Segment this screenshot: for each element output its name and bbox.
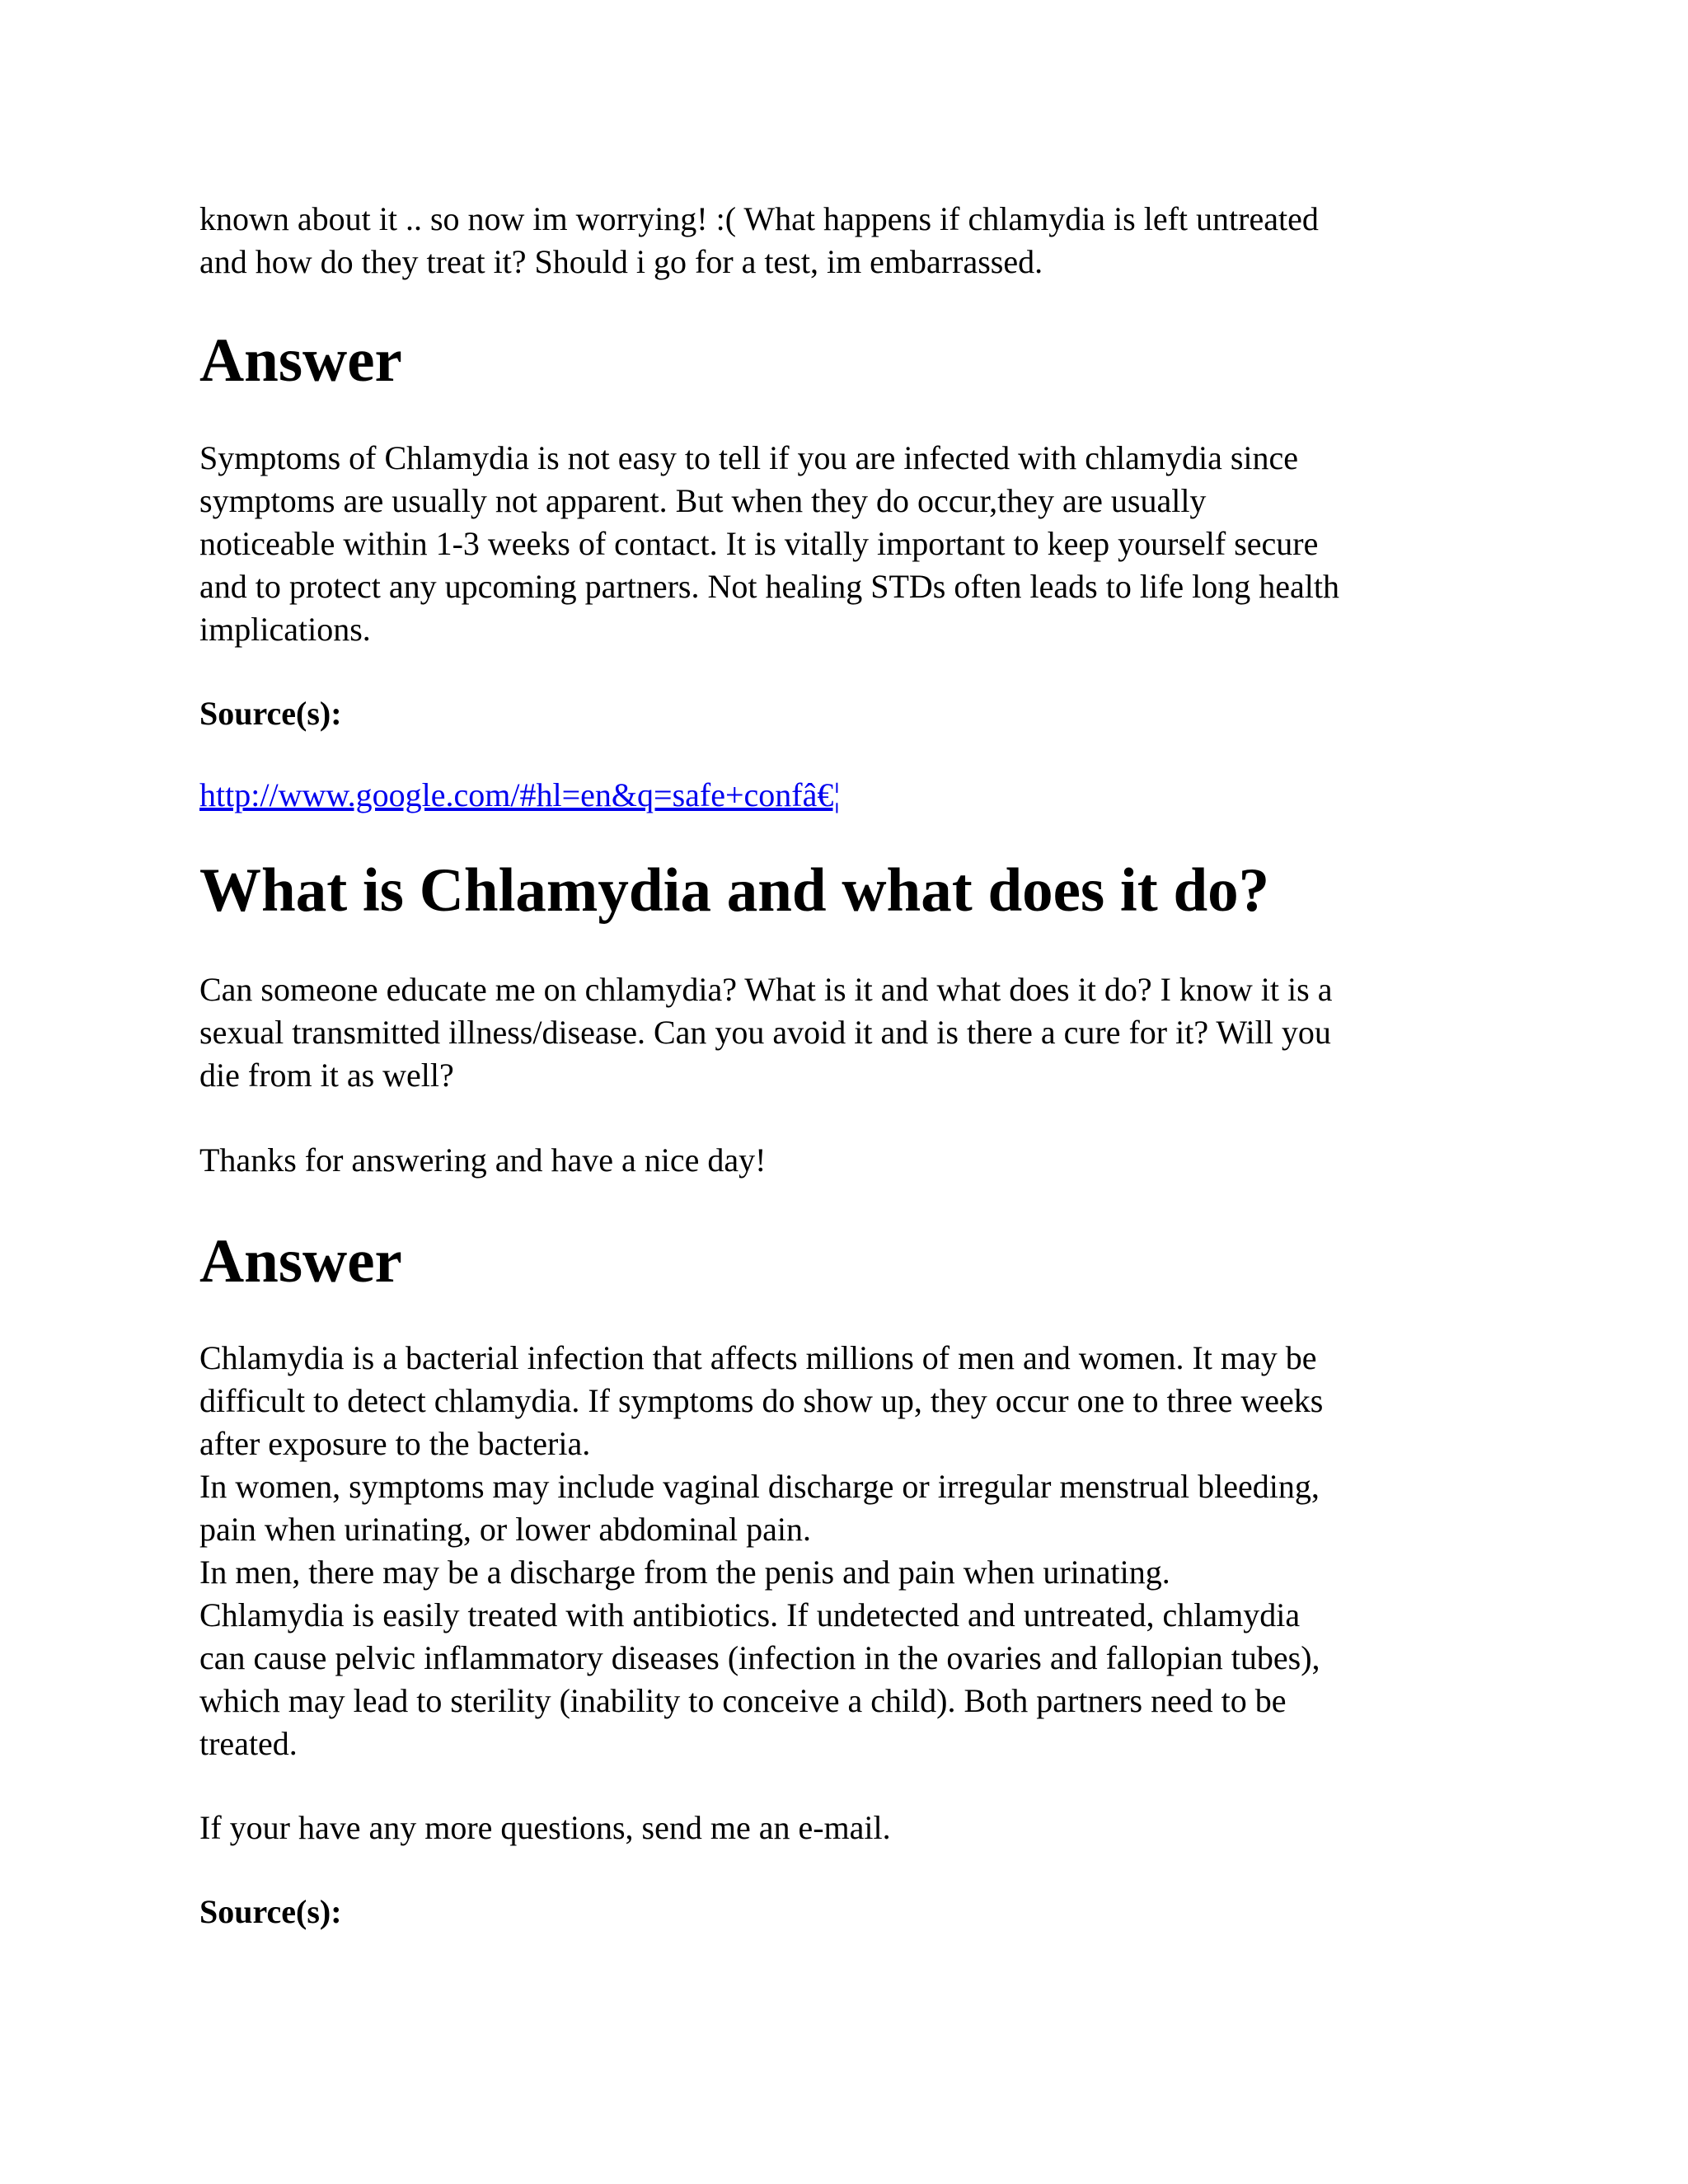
text-line: In men, there may be a discharge from the penis and pain when urinating.: [199, 1554, 1170, 1591]
question-title: What is Chlamydia and what does it do?: [199, 856, 1270, 925]
text-line: after exposure to the bacteria.: [199, 1425, 591, 1462]
text-line: can cause pelvic inflammatory diseases (infection in the ovaries and fallopian tubes),: [199, 1639, 1320, 1676]
text-line: treated.: [199, 1725, 298, 1762]
sources-label: Source(s):: [199, 695, 342, 732]
sources-label: Source(s):: [199, 1893, 342, 1930]
text-line: die from it as well?: [199, 1057, 454, 1094]
text-line: sexual transmitted illness/disease. Can you avoid it and is there a cure for it? Will you: [199, 1014, 1331, 1051]
answer-body: [199, 437, 1502, 651]
text-line: implications.: [199, 611, 371, 648]
source-link-row: [199, 774, 1502, 817]
text-line: difficult to detect chlamydia. If symptoms do show up, they occur one to three weeks: [199, 1382, 1324, 1419]
question-continuation: [199, 198, 1502, 284]
answer-closing: [199, 1807, 1502, 1849]
text-line: Thanks for answering and have a nice day!: [199, 1141, 767, 1179]
text-line: and to protect any upcoming partners. Not healing STDs often leads to life long health: [199, 568, 1339, 605]
answer-heading: Answer: [199, 326, 402, 395]
text-line: pain when urinating, or lower abdominal pain.: [199, 1511, 812, 1548]
source-link[interactable]: http://www.google.com/#hl=en&q=safe+confâ€¦: [199, 776, 841, 813]
answer-heading: Answer: [199, 1227, 402, 1296]
text-line: Can someone educate me on chlamydia? What is it and what does it do? I know it is a: [199, 971, 1333, 1008]
text-line: In women, symptoms may include vaginal discharge or irregular menstrual bleeding,: [199, 1468, 1320, 1505]
question-thanks: [199, 1139, 1502, 1182]
answer-body: [199, 1337, 1502, 1765]
text-line: noticeable within 1-3 weeks of contact. It is vitally important to keep yourself secure: [199, 525, 1319, 562]
text-line: If your have any more questions, send me an e-mail.: [199, 1809, 891, 1846]
text-line: Symptoms of Chlamydia is not easy to tell if you are infected with chlamydia since: [199, 439, 1299, 476]
text-line: Chlamydia is a bacterial infection that affects millions of men and women. It may be: [199, 1339, 1317, 1376]
text-line: symptoms are usually not apparent. But when they do occur,they are usually: [199, 482, 1207, 519]
text-line: which may lead to sterility (inability to conceive a child). Both partners need to be: [199, 1682, 1287, 1719]
text-line: known about it .. so now im worrying! :( What happens if chlamydia is left untreated: [199, 200, 1319, 237]
text-line: and how do they treat it? Should i go for a test, im embarrassed.: [199, 243, 1043, 280]
question-body: [199, 968, 1502, 1097]
text-line: Chlamydia is easily treated with antibiotics. If undetected and untreated, chlamydia: [199, 1596, 1301, 1633]
